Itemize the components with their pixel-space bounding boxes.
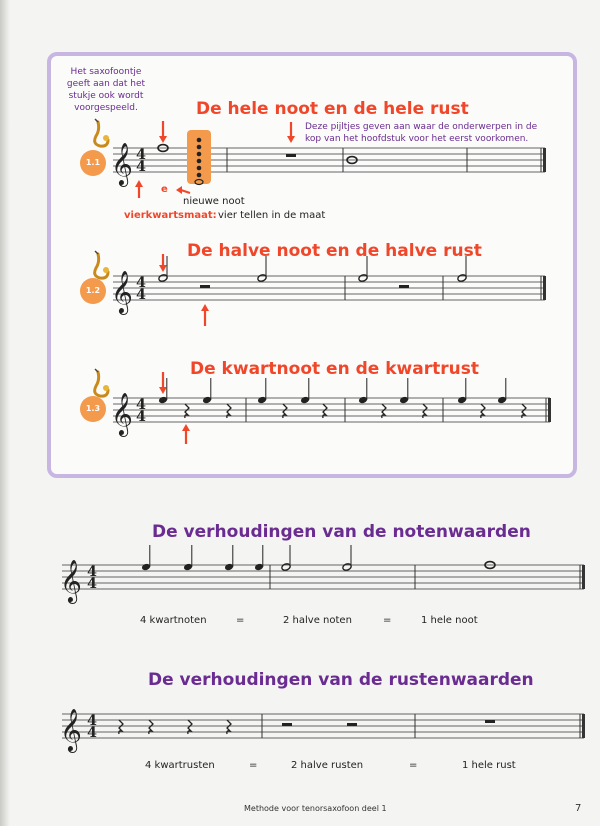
- meter-text: vier tellen in de maat: [218, 210, 326, 221]
- label-equals-1: =: [236, 615, 245, 626]
- saxophone-mouthpiece: [95, 369, 98, 372]
- red-arrow-up-head: [135, 180, 143, 187]
- label-4-quarter-notes: 4 kwartnoten: [140, 615, 207, 626]
- whole-rest: [485, 720, 495, 723]
- half-rest: [347, 723, 357, 726]
- intro-note: Het saxofoontje geeft aan dat het stukje ook wordt voorgespeeld.: [66, 67, 146, 113]
- red-arrow-down-head: [159, 265, 167, 272]
- final-barline-thick-rests: [582, 714, 585, 738]
- label-2-half-rests: 2 halve rusten: [291, 760, 364, 771]
- saxophone-mouthpiece: [95, 119, 98, 122]
- saxophone-bell: [103, 385, 109, 391]
- saxophone-body: [95, 122, 108, 146]
- time-signature-top-1-1: 4: [135, 146, 147, 163]
- red-arrow-up-head: [182, 424, 190, 431]
- red-arrow-up-head: [201, 304, 209, 311]
- heading-whole-note: De hele noot en de hele rust: [196, 99, 469, 119]
- fingering-hole: [197, 138, 202, 143]
- time-signature-bottom-1-3: 4: [135, 408, 147, 425]
- saxophone-body: [95, 254, 108, 278]
- heading-note-values: De verhoudingen van de notenwaarden: [152, 522, 531, 542]
- final-barline-thick-1-1: [543, 148, 546, 172]
- label-2-half-notes: 2 halve noten: [283, 615, 352, 626]
- treble-clef-1-1: 𝄞: [111, 141, 133, 185]
- treble-clef-1-2: 𝄞: [111, 269, 133, 313]
- saxophone-icon-1-2: [95, 251, 109, 278]
- half-rest: [282, 723, 292, 726]
- exercise-badge-1-3: 1.3: [80, 396, 106, 422]
- saxophone-mouthpiece: [95, 251, 98, 254]
- treble-clef-rests: 𝄞: [60, 707, 82, 751]
- saxophone-bell: [103, 267, 109, 273]
- half-rest: [200, 285, 210, 288]
- fingering-hole: [197, 145, 202, 150]
- label-4-quarter-rests: 4 kwartrusten: [145, 760, 215, 771]
- label-1-whole-note: 1 hele noot: [421, 615, 478, 626]
- heading-half-note: De halve noot en de halve rust: [187, 241, 482, 261]
- red-arrow-left-shaft: [181, 190, 190, 193]
- whole-rest: [286, 154, 296, 157]
- time-signature-bottom-rests: 4: [86, 724, 98, 741]
- time-signature-top-1-3: 4: [135, 396, 147, 413]
- time-signature-bottom-1-2: 4: [135, 286, 147, 303]
- saxophone-bell: [103, 135, 109, 141]
- red-arrow-down-head: [287, 136, 295, 143]
- final-barline-thick-notes: [582, 565, 585, 589]
- red-arrow-down-head: [159, 136, 167, 143]
- exercise-badge-1-1: 1.1: [80, 150, 106, 176]
- fingering-hole: [197, 152, 202, 157]
- label-1-whole-rest: 1 hele rust: [462, 760, 516, 771]
- final-barline-thick-1-2: [543, 276, 546, 300]
- time-signature-top-rests: 4: [86, 712, 98, 729]
- half-rest: [399, 285, 409, 288]
- fingering-hole: [197, 159, 202, 164]
- treble-clef-notes: 𝄞: [60, 558, 82, 602]
- time-signature-top-notes: 4: [86, 563, 98, 580]
- saxophone-icon-1-3: [95, 369, 109, 396]
- saxophone-body: [95, 372, 108, 396]
- exercise-badge-1-2: 1.2: [80, 278, 106, 304]
- heading-rest-values: De verhoudingen van de rustenwaarden: [148, 670, 534, 690]
- time-signature-top-1-2: 4: [135, 274, 147, 291]
- page-number: 7: [575, 803, 582, 814]
- label-equals-4: =: [409, 760, 418, 771]
- final-barline-thick-1-3: [548, 398, 551, 422]
- treble-clef-1-3: 𝄞: [111, 391, 133, 435]
- fingering-hole: [197, 166, 202, 171]
- red-arrow-down-head: [159, 387, 167, 394]
- heading-quarter-note: De kwartnoot en de kwartrust: [190, 359, 479, 379]
- new-note-label: nieuwe noot: [183, 196, 245, 207]
- time-signature-bottom-notes: 4: [86, 575, 98, 592]
- saxophone-icon-1-1: [95, 119, 109, 146]
- fingering-hole: [197, 173, 202, 178]
- label-equals-3: =: [249, 760, 258, 771]
- label-equals-2: =: [383, 615, 392, 626]
- footer-title: Methode voor tenorsaxofoon deel 1: [244, 804, 387, 813]
- arrow-note: Deze pijltjes geven aan waar de onderwerpen in de kop van het hoofdstuk voor het eerst voorkomen.: [305, 122, 538, 144]
- new-note-letter: e: [161, 184, 168, 195]
- meter-term: vierkwartsmaat:: [124, 210, 217, 221]
- time-signature-bottom-1-1: 4: [135, 158, 147, 175]
